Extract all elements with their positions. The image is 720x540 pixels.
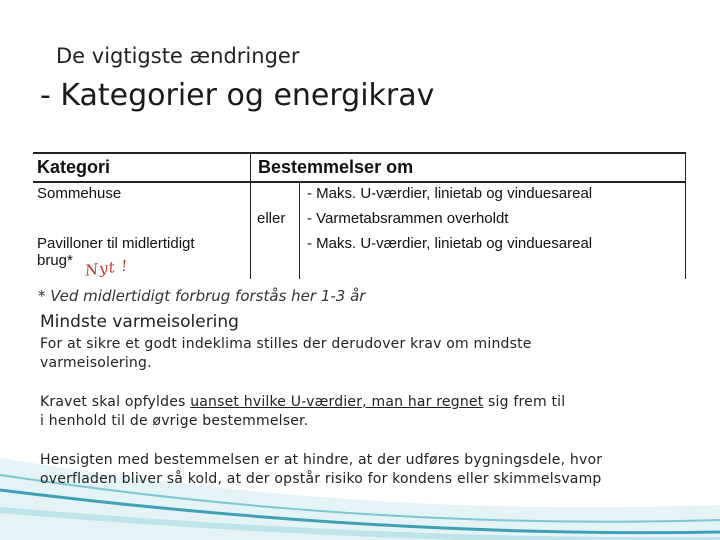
- table-divider: [299, 181, 300, 279]
- slide-subtitle: De vigtigste ændringer: [56, 44, 300, 68]
- category-pavilloner: Pavilloner til midlertidigt: [37, 235, 195, 252]
- new-mark: Nyt !: [84, 256, 130, 280]
- column-header-bestemmelser: Bestemmelser om: [258, 157, 414, 177]
- requirement-text: - Varmetabsrammen overholdt: [307, 210, 509, 227]
- requirement-text: - Maks. U-værdier, linietab og vinduesareal: [307, 185, 593, 202]
- category-sommerhuse: Sommehuse: [37, 185, 122, 202]
- connector-eller: eller: [257, 210, 286, 227]
- requirement-text: - Maks. U-værdier, linietab og vinduesareal: [307, 235, 593, 252]
- footnote: * Ved midlertidigt forbrug forstås her 1-3 år: [38, 287, 366, 305]
- paragraph-line: overfladen bliver så kold, at der opstår risiko for kondens eller skimmelsvamp: [40, 471, 602, 487]
- paragraph: [40, 335, 532, 373]
- table-right-border: [685, 152, 686, 279]
- category-pavilloner-cont: brug*: [37, 252, 73, 269]
- column-header-kategori: Kategori: [37, 157, 111, 177]
- underlined-phrase: uanset hvilke U-værdier, man har regnet: [190, 394, 484, 410]
- paragraph: [40, 393, 565, 431]
- paragraph-line: Kravet skal opfyldes uanset hvilke U-værdier, man har regnet sig frem til: [40, 394, 566, 410]
- slide-title: - Kategorier og energikrav: [40, 78, 435, 113]
- paragraph-line: For at sikre et godt indeklima stilles der derudover krav om mindste: [40, 336, 532, 352]
- table-top-border: [33, 152, 686, 154]
- paragraph: [40, 451, 602, 489]
- paragraph-line: Hensigten med bestemmelsen er at hindre, at der udføres bygningsdele, hvor: [40, 452, 603, 468]
- section-heading: Mindste varmeisolering: [40, 312, 239, 332]
- table-header-border: [33, 181, 686, 183]
- table-divider: [250, 152, 251, 279]
- requirements-table: [33, 152, 686, 279]
- paragraph-line: i henhold til de øvrige bestemmelser.: [40, 413, 309, 429]
- paragraph-line: varmeisolering.: [40, 355, 152, 371]
